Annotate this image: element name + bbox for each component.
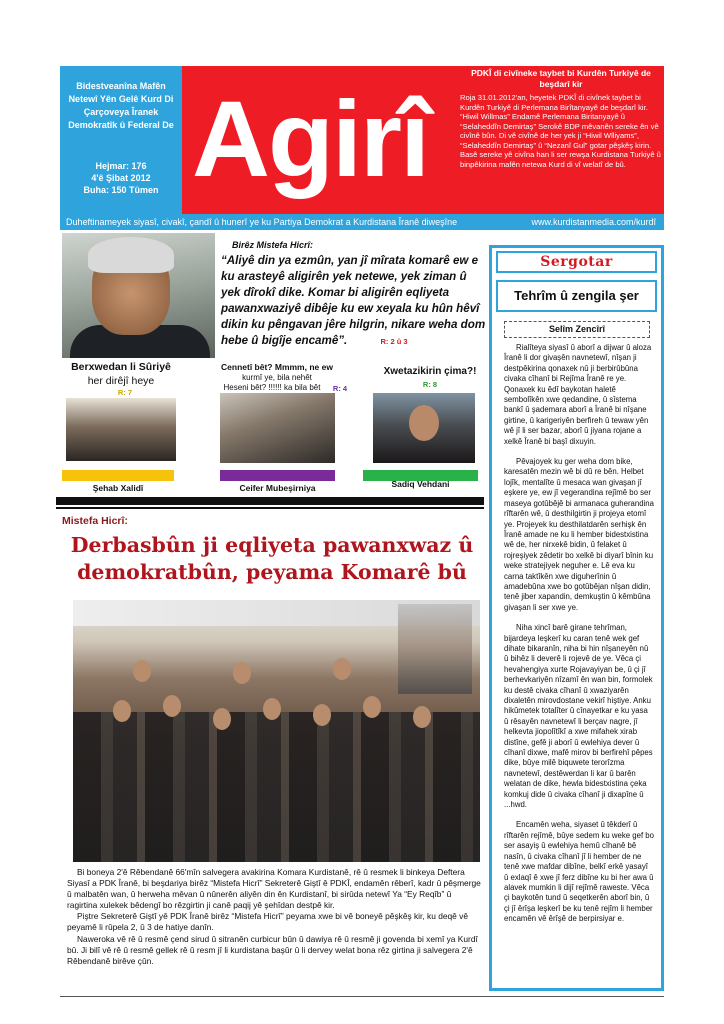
tagline-text: Duheftinameyek siyasî, civakî, çandî û hunerî ye ku Partiya Demokrat a Kurdistana Îranê diweşîne bbox=[66, 217, 458, 227]
lead-headline: Derbasbûn ji eqliyeta pawanxwaz û demokratbûn, peyama Komarê bû bbox=[70, 533, 474, 584]
editorial-body bbox=[504, 343, 654, 925]
editorial-section-label: Sergotar bbox=[496, 251, 657, 273]
editorial-paragraph-3: Niha xincî barê girane tehrîman, bijardeya leşkerî ku caran tenê wek gef dihate bikaranîn, niha bi hin nîşaneyên nû û bihêz li deverê li rojevê de ye. Vêca çi hevahengiya xurte Rojavayiyan be, û çi jî berhevkariyên nîzamî ên wan bin, formolek ku destê civaka cîhanî û xwaziyarên dixaletên mirovdostane vekirî hiştiye. Anku hikûmetek totalîter û cînayetkar e ku yasa û rêsayên navnetewî li berçav nagre, jî helkevta jiopolîtîkî a xwe mifahek xirab distîne, gefê ji aborî û ewlehiya dever û cîhanî dixwe, mafê mirov bi berfirehî pêpes dike, bûye milê biquwete terorîzma navnetewî, destêwerdan li kar û barên welatan de dike, hewla bidestxistina çeka komkuj dide û civaka cîhanî ji dixapîne û ...hwd. bbox=[504, 623, 653, 810]
teaser-2-title: Cennetî bêt? Mmmm, ne ew bbox=[221, 362, 333, 372]
lead-paragraph-2: Piştre Sekreterê Giştî yê PDK Îranê birêz “Mistefa Hicrî” peyama xwe bi vê boneyê pêşkêş kir, ku deqê vê peyamê li rûpela 2, û 3 de hatiye danîn. bbox=[67, 911, 468, 933]
issue-info bbox=[60, 160, 182, 196]
lead-paragraph-3: Naweroka vê rê û resmê çend sirud û sitranên curbicur bûn û dawiya rê û resmê ji govenda bi xemî ya Kurdî bû. Ji bilî vê rê û resmê gellek rê û resm jî li kurdistana başûr û li dervey welat bona rêz girtina ji salvegera 2'ê Rêbendanê birêve çûn. bbox=[67, 933, 478, 966]
tagline-bar bbox=[60, 214, 664, 230]
lead-photo-crowd bbox=[73, 712, 480, 862]
section-divider bbox=[56, 497, 484, 505]
section-divider-thin bbox=[56, 507, 484, 509]
pull-quote-text: “Aliyê din ya ezmûn, yan jî mîrata komarê ew e ku arasteyê aligirên yek netewe, yek ziman û yek dîrokî dike. Komar bi aligirên eqliyeta pawanxwaziyê dibêje ku ew xeyala ku hûn hêvî dikin ku pêngavan jêre hilgrin, nikare weha dom hebe û bigîje encamê”. bbox=[221, 254, 486, 347]
teaser-2-author: Ceifer Mubeşirniya bbox=[239, 483, 316, 493]
masthead-news-heading: PDKÎ di civîneke taybet bi Kurdên Turkiyê de beşdarî kir bbox=[471, 68, 651, 89]
teaser-3-face bbox=[409, 405, 439, 441]
teaser-2-subtitle-2: Heseni bêt? !!!!!! ka bila bêt bbox=[223, 383, 321, 392]
imprint-text: Bidestveanîna Mafên Netewî Yên Gelê Kurd Di Çarçoveya Îranek Demokratîk û Federal De bbox=[68, 81, 174, 130]
masthead-news bbox=[460, 68, 662, 169]
editorial-author: Selîm Zencîrî bbox=[504, 321, 650, 338]
editorial-paragraph-1: Rialîteya siyasî û aborî a dijwar û aloza Îranê li dor givaşên navnetewî, nîşan ji destpêkirina qonaxek nû ji berbirûbûna civaka cîhanî bi Rejîma Îranê re ye. Qonaxek ku êdî baykotan haletê sembolîkên xwe qedandine, û sîstema bankî û şademara aborî a Îranê bi nîşane girtine, û karigeriyên berfireh û tewaw yên wê jî li ser bazar, aborî û jiyana rojane a xelkê Îranê bi başî dixuyin. bbox=[504, 343, 652, 446]
teaser-2-photo bbox=[220, 393, 335, 463]
teaser-1-color-bar bbox=[62, 470, 174, 481]
website-link[interactable]: www.kurdistanmedia.com/kurdî bbox=[531, 217, 656, 227]
masthead-imprint-panel bbox=[60, 66, 182, 214]
page-bottom-rule bbox=[60, 996, 664, 997]
quote-attribution: Birêz Mistefa Hicrî: bbox=[232, 240, 314, 250]
newspaper-logo: Agirî bbox=[192, 78, 429, 199]
teaser-3-page-ref: R: 8 bbox=[422, 380, 438, 389]
teaser-3-photo bbox=[373, 393, 475, 463]
teaser-2-page-ref: R: 4 bbox=[332, 384, 348, 393]
teaser-2-color-bar bbox=[220, 470, 335, 481]
issue-number: Hejmar: 176 bbox=[95, 161, 147, 171]
masthead-logo-panel bbox=[182, 66, 664, 214]
issue-price: Buha: 150 Tûmen bbox=[83, 185, 159, 195]
lead-paragraph-1: Bi boneya 2'ê Rêbendanê 66'mîn salvegera avakirina Komara Kurdistanê, rê û resmek li binkeya Deftera Siyasî a PDK Îranê, bi beşdariya birêz “Mistefa Hicrî” Sekreterê Giştî ê PDKÎ, endamên rêberî, kadr û pêşmerge û malbatên wan, û herweha mêvan û nûnerên aliyên din ên Kurdistanî, bi sirûda netewî Ya “Ey Reqîb” û ragirtina xulekek bêdengî bo rêzgirtin ji canê paqij yê şehîdan destpê kir. bbox=[67, 867, 481, 911]
issue-date: 4'ê Şibat 2012 bbox=[91, 173, 151, 183]
portrait-hair bbox=[88, 237, 174, 273]
pull-quote-page-ref: R: 2 û 3 bbox=[380, 337, 408, 346]
teaser-3-author: Sadiq Vehdani bbox=[391, 479, 450, 489]
pull-quote bbox=[221, 253, 487, 350]
editorial-paragraph-4: Encamên weha, siyaset û têkderî û rîftarên rejîmê, bûye sedem ku weke gef bo ser asayiş û ewlehiya hemû cîhanê bê nasîn, û civaka cîhanî jî li hember de ne tenê xwe mafdar dibîne, belkî erkê yasayî û exlaqî ê xwe jî ferz dibîne ku bi her awa û alavek mumkin li dijî rejîmê raweste. Vêca çi baykotên tund û seqetkerên aborî bin, û çi jî êrîşa leşkerî be ku tenê rejîm li hember encamên vê êrîşê de berpirsiyar e. bbox=[504, 820, 654, 924]
editorial-sidebar bbox=[489, 245, 664, 991]
lead-photo bbox=[73, 600, 480, 862]
portrait-photo bbox=[62, 233, 215, 358]
editorial-title: Tehrîm û zengila şer bbox=[496, 280, 657, 312]
lead-byline: Mistefa Hicrî: bbox=[62, 515, 128, 527]
teaser-3-title: Xwetazikirin çima?! bbox=[383, 366, 477, 377]
teaser-2-subtitle-1: kurmî ye, bila nehêt bbox=[242, 373, 312, 382]
masthead-news-body: Roja 31.01.2012'an, heyetek PDKÎ di civînek taybet bi Kurdên Turkiyê di Perlemana Birîtanyayê de beşdarî kir. “Hiwil Willmas” Endamê Perlemana Biritanyayê û “Selaheddîn Demirtaş” Serokê BDP mêvanên sereke ên vê civînê bûn. Di vê civînê de her yek ji “Hiwil Wlliyams”, “Selaheddîn Demirtaş” û “Nezanî Gul” gotar pêşkêş kirin. Basê sereke yê civîna han li ser rewşa Kurdistana Turkiyê û binpêkirina mafên netewa Kurd di vî welatî de bû. bbox=[460, 93, 661, 169]
teaser-1-title: Berxwedan li Sûriyê bbox=[71, 361, 171, 373]
teaser-1-photo bbox=[66, 398, 176, 461]
editorial-paragraph-2: Pêvajoyek ku ger weha dom bike, karesatên mezin wê bi dû re bên. Helbet lojîk, mentalîte û mesaca wan givaşan jî eşkere ye, ew jî vegerandina rejîmê bo ser maseya gotûbêjê bi armanaca guherandina rîftarên wê, û desthilgirtin ji projeya etomî ye. Projeyek ku desthilatdarên serhişk ên Îranê amade ne ku li hember bidestxistina wê de, her nirxekê bidin, û felaket û rojreşiyek zêdetir bo xelkê bi diyarî bînin ku weke stratejiyek neguher e. Lê eva ku carna taktîkên xwe diguherînin û amadebûna xwe bo gotûbêjan nîşan didin, tenê jiber xapandin, demkuştin û kêmbûna givaşan li ser xwe ye. bbox=[504, 457, 654, 612]
teaser-1-page-ref: R: 7 bbox=[117, 388, 133, 397]
masthead bbox=[60, 66, 664, 214]
teaser-1-subtitle: her dirêjî heye bbox=[87, 375, 155, 387]
lead-body bbox=[67, 867, 483, 967]
teaser-1-author: Şehab Xalidî bbox=[92, 483, 144, 493]
lead-photo-inset bbox=[398, 604, 472, 694]
